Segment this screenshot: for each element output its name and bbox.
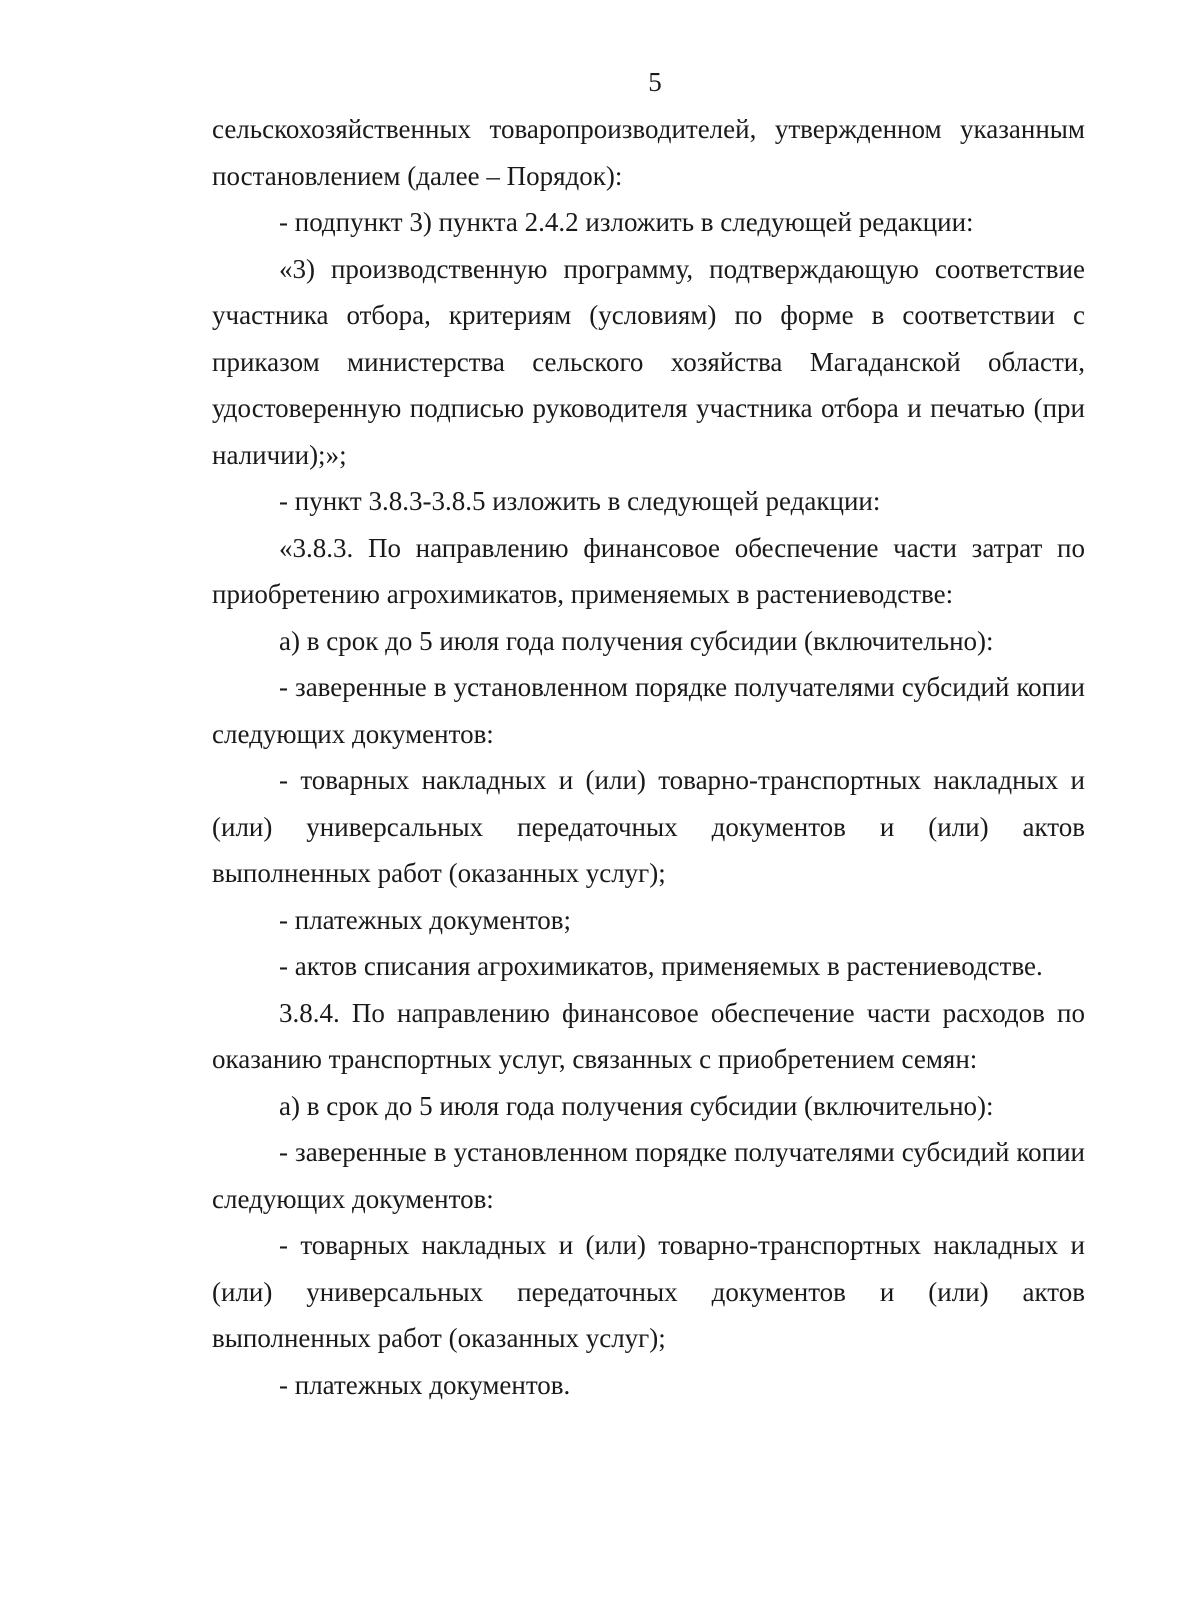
paragraph: а) в срок до 5 июля года получения субсидии (включительно):: [279, 625, 994, 656]
paragraph: - платежных документов.: [279, 1369, 571, 1400]
paragraph: а) в срок до 5 июля года получения субсидии (включительно):: [279, 1090, 994, 1121]
document-body: [212, 106, 1085, 1408]
paragraph: - пункт 3.8.3-3.8.5 изложить в следующей редакции:: [279, 486, 881, 516]
paragraph: 3.8.4. По направлению финансовое обеспечение части расходов по оказанию транспортных услуг, связанных с приобретением семян:: [212, 997, 1085, 1074]
paragraph: - актов списания агрохимикатов, применяемых в растениеводстве.: [279, 951, 1043, 981]
paragraph: - подпункт 3) пункта 2.4.2 изложить в следующей редакции:: [279, 207, 974, 237]
paragraph: - товарных накладных и (или) товарно-транспортных накладных и (или) универсальных передаточных документов и (или) актов выполненных работ (оказанных услуг);: [212, 765, 1085, 888]
paragraph: - заверенные в установленном порядке получателями субсидий копии следующих документов:: [212, 672, 1085, 749]
paragraph: сельскохозяйственных товаропроизводителей, утвержденном указанным постановлением (далее – Порядок):: [212, 114, 1085, 191]
paragraph: «3.8.3. По направлению финансовое обеспечение части затрат по приобретению агрохимикатов, применяемых в растениеводстве:: [212, 532, 1085, 609]
paragraph: «3) производственную программу, подтверждающую соответствие участника отбора, критериям (условиям) по форме в соответствии с приказом министерства сельского хозяйства Магаданской области, удостоверенную подписью руководителя участника отбора и печатью (при наличии);»;: [212, 253, 1085, 470]
page-number: 5: [648, 67, 662, 97]
paragraph: - товарных накладных и (или) товарно-транспортных накладных и (или) универсальных передаточных документов и (или) актов выполненных работ (оказанных услуг);: [212, 1230, 1085, 1353]
paragraph: - заверенные в установленном порядке получателями субсидий копии следующих документов:: [212, 1137, 1085, 1214]
paragraph: - платежных документов;: [279, 904, 572, 935]
